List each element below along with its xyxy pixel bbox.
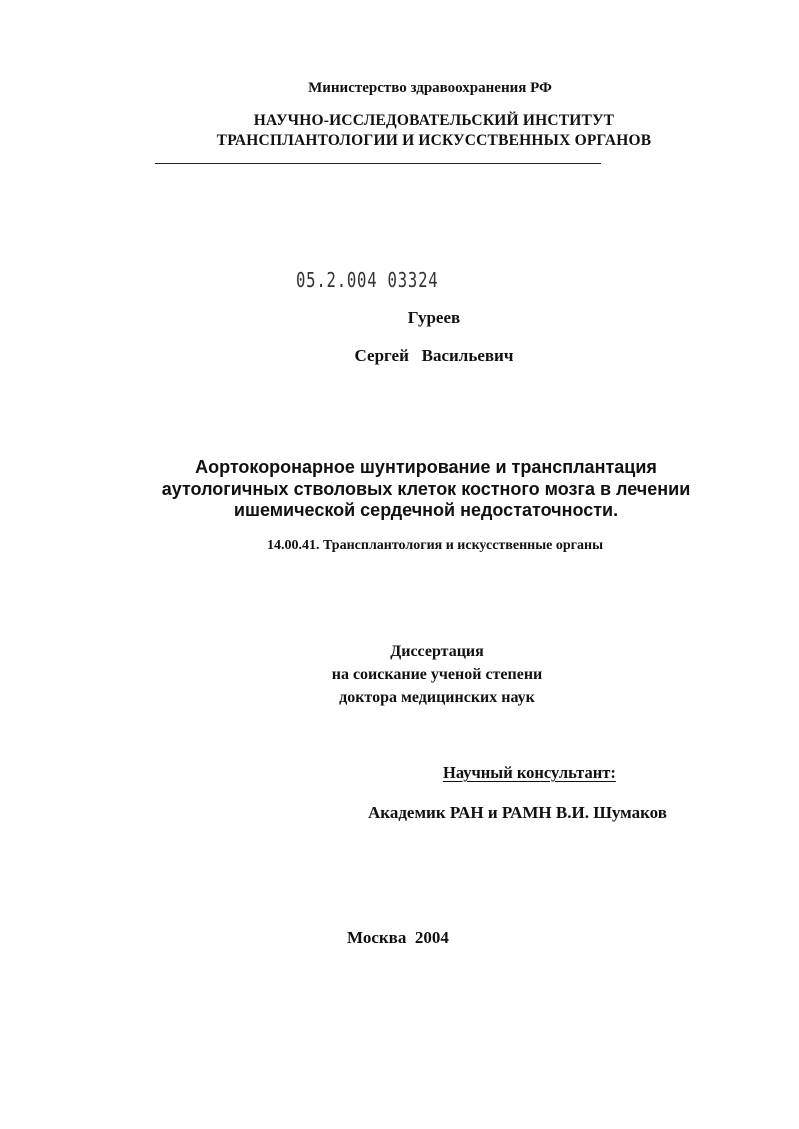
author-name: Сергей Васильевич: [354, 346, 514, 365]
registration-stamp: 05.2.004 03324: [296, 268, 439, 292]
institute-name-line1: НАУЧНО-ИССЛЕДОВАТЕЛЬСКИЙ ИНСТИТУТ: [253, 112, 615, 129]
dissertation-title-line2: аутологичных стволовых клеток костного мозга в лечении: [161, 479, 691, 499]
dissertation-title-line3: ишемической сердечной недостаточности.: [233, 500, 619, 520]
institute-name-line2: ТРАНСПЛАНТОЛОГИИ И ИСКУССТВЕННЫХ ОРГАНОВ: [216, 132, 652, 149]
header-divider: [155, 163, 601, 164]
city-year: Москва 2004: [347, 928, 449, 947]
dissertation-title-line1: Аортокоронарное шунтирование и трансплантация: [195, 457, 657, 477]
degree-line2: на соискание ученой степени: [331, 666, 543, 683]
ministry-name: Министерство здравоохранения РФ: [308, 80, 552, 96]
specialty-code: 14.00.41. Трансплантология и искусственные органы: [267, 538, 603, 553]
consultant-name: Академик РАН и РАМН В.И. Шумаков: [368, 803, 667, 822]
degree-line1: Диссертация: [390, 643, 484, 660]
author-surname: Гуреев: [407, 308, 461, 327]
degree-line3: доктора медицинских наук: [339, 689, 535, 706]
consultant-label: Научный консультант:: [443, 763, 616, 782]
